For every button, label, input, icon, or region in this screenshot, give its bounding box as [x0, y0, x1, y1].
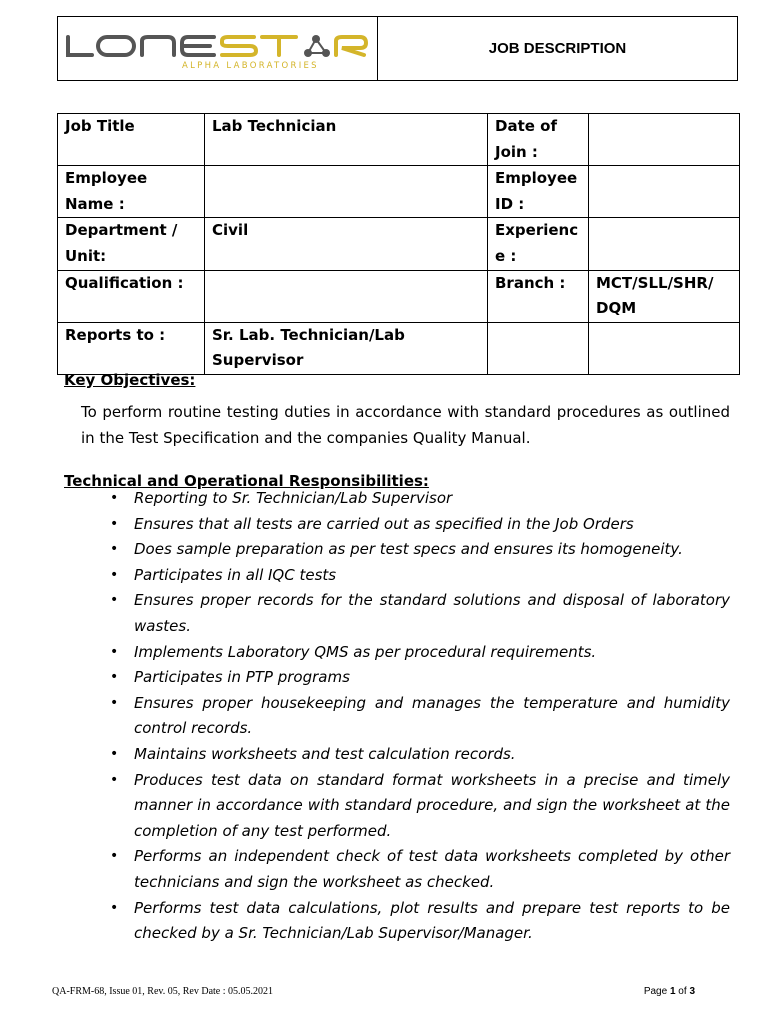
bullet-icon: •	[110, 643, 119, 660]
label-cell: Qualification :	[58, 270, 205, 322]
bullet-icon: •	[110, 899, 119, 916]
list-item-text: Does sample preparation as per test specs and ensures its homogeneity.	[134, 540, 683, 559]
list-item-text: Ensures that all tests are carried out as specified in the Job Orders	[134, 514, 634, 533]
table-row	[58, 270, 740, 322]
value-cell	[205, 270, 488, 322]
list-item	[110, 691, 730, 742]
label-cell: Job Title	[58, 114, 205, 166]
page-prefix: Page	[643, 986, 670, 997]
list-item-text: Performs test data calculations, plot results and prepare test reports to be checked by a Sr. Technician/Lab Supervisor/Manager.	[134, 898, 730, 943]
logo-subtitle: ALPHA LABORATORIES	[182, 61, 319, 71]
page-number	[644, 986, 695, 997]
list-item	[110, 512, 730, 538]
label-cell: Reports to :	[58, 322, 205, 374]
responsibilities-heading: Technical and Operational Responsibilities:	[64, 472, 429, 490]
list-item-text: Reporting to Sr. Technician/Lab Supervisor	[134, 489, 453, 507]
value-cell	[589, 218, 740, 270]
company-logo	[58, 17, 378, 80]
list-item-text: Implements Laboratory QMS as per procedural requirements.	[134, 642, 597, 661]
bullet-icon: •	[110, 490, 119, 506]
list-item	[110, 665, 730, 691]
table-row	[58, 322, 740, 374]
responsibilities-list	[0, 486, 768, 947]
label-cell	[488, 322, 589, 374]
key-objectives-text: To perform routine testing duties in accordance with standard procedures as outlined in the Test Specification and the companies Quality Manual.	[81, 403, 730, 447]
table-row	[58, 114, 740, 166]
value-cell	[589, 114, 740, 166]
list-item-text: Maintains worksheets and test calculation records.	[134, 744, 516, 763]
list-item	[110, 640, 730, 666]
bullet-icon: •	[110, 669, 119, 686]
label-cell: Employee Name :	[58, 166, 205, 218]
document-header	[57, 16, 738, 81]
page-current: 1	[669, 986, 676, 997]
label-cell: Department / Unit:	[58, 218, 205, 270]
page-title: JOB DESCRIPTION	[488, 40, 627, 57]
list-item	[110, 537, 730, 563]
list-item	[110, 768, 730, 845]
bullet-icon: •	[110, 745, 119, 762]
list-item	[110, 844, 730, 895]
label-cell: Date of Join :	[488, 114, 589, 166]
list-item-text: Participates in all IQC tests	[134, 565, 337, 584]
document-reference: QA-FRM-68, Issue 01, Rev. 05, Rev Date : 05.05.2021	[52, 986, 274, 997]
list-item	[110, 486, 730, 512]
table-row	[58, 166, 740, 218]
key-objectives-heading: Key Objectives:	[64, 371, 196, 389]
list-item-text: Participates in PTP programs	[134, 668, 350, 687]
list-item	[110, 588, 730, 639]
bullet-icon: •	[110, 694, 119, 711]
list-item	[110, 896, 730, 947]
page-mid: of	[675, 986, 690, 997]
label-cell: Employee ID :	[488, 166, 589, 218]
page-total: 3	[689, 986, 695, 997]
list-item-text: Performs an independent check of test data worksheets completed by other technicians and sign the worksheet as checked.	[134, 847, 730, 891]
value-cell	[205, 166, 488, 218]
list-item-text: Ensures proper housekeeping and manages the temperature and humidity control records.	[134, 693, 730, 738]
label-cell: Experience :	[488, 218, 589, 270]
bullet-icon: •	[110, 592, 119, 609]
value-cell	[589, 322, 740, 374]
bullet-icon: •	[110, 515, 119, 532]
value-cell: Lab Technician	[205, 114, 488, 166]
employee-info-table	[57, 113, 740, 375]
list-item	[110, 742, 730, 768]
list-item-text: Produces test data on standard format worksheets in a precise and timely manner in accordance with standard procedure, and sign the worksheet at the completion of any test performed.	[134, 770, 730, 840]
bullet-icon: •	[110, 566, 119, 583]
list-item	[110, 563, 730, 589]
label-cell: Branch :	[488, 270, 589, 322]
value-cell: Sr. Lab. Technician/Lab Supervisor	[205, 322, 488, 374]
bullet-icon: •	[110, 541, 119, 558]
lonestar-logo-icon	[64, 33, 374, 71]
value-cell: MCT/SLL/SHR/ DQM	[589, 270, 740, 322]
value-cell: Civil	[205, 218, 488, 270]
table-row	[58, 218, 740, 270]
value-cell	[589, 166, 740, 218]
bullet-icon: •	[110, 848, 119, 865]
bullet-icon: •	[110, 771, 119, 788]
list-item-text: Ensures proper records for the standard solutions and disposal of laboratory wastes.	[134, 591, 730, 635]
